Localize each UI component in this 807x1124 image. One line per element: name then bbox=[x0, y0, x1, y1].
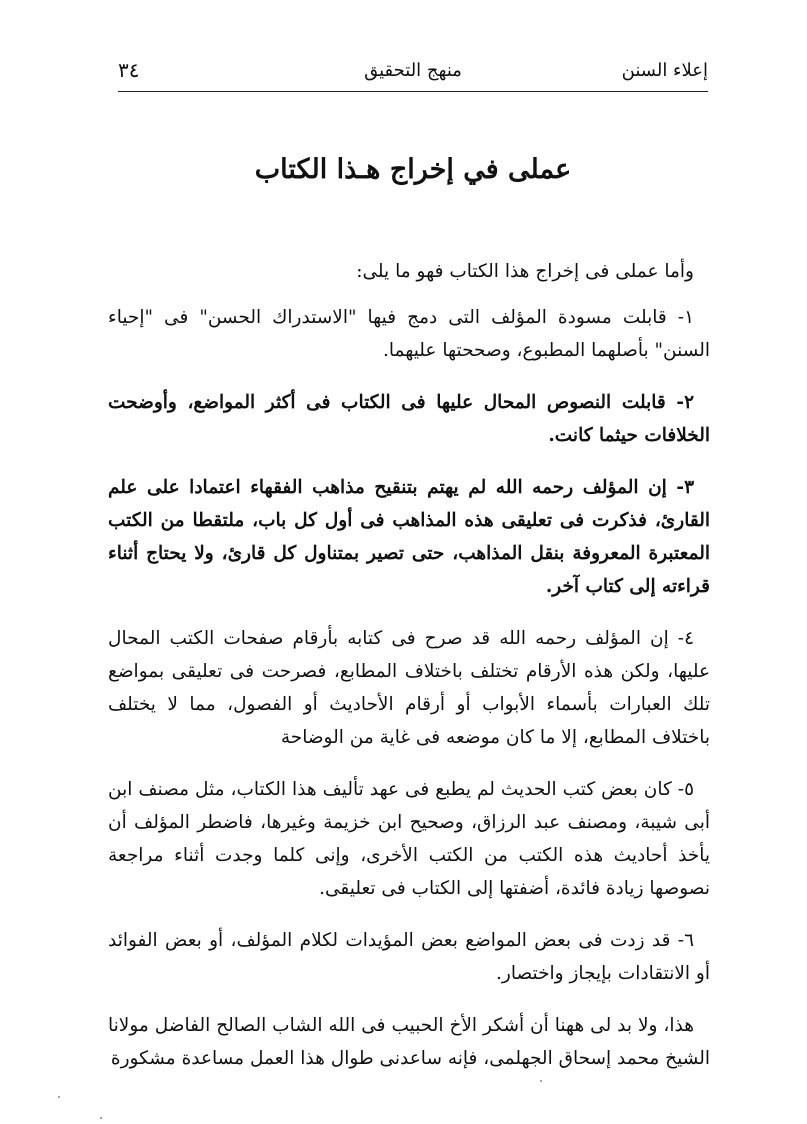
chapter-title: عملى في إخراج هـذا الكتاب bbox=[254, 154, 572, 185]
paragraph-5: ٥- كان بعض كتب الحديث لم يطبع فى عهد تأليف هذا الكتاب، مثل مصنف ابن أبى شيبة، ومصنف عبد الرزاق، وصحيح ابن خزيمة وغيرها، فاضطر المؤلف أن يأخذ أحاديث هذه الكتب من الكتب الأخرى، وإنى كلما وجدت أثناء مراجعة نصوصها زيادة فائدة، أضفتها إلى الكتاب فى تعليقى. bbox=[108, 779, 710, 899]
intro-paragraph: وأما عملى فى إخراج هذا الكتاب فهو ما يلى: bbox=[356, 261, 694, 282]
body-text bbox=[108, 255, 710, 1094]
section-title: منهج التحقيق bbox=[364, 60, 462, 81]
paragraph-1: ١- قابلت مسودة المؤلف التى دمج فيها "الاستدراك الحسن" فى "إحياء السنن" بأصلهما المطبوع، وصححتها عليهما. bbox=[108, 307, 710, 361]
page-number: ٣٤ bbox=[118, 58, 140, 82]
paragraph-4: ٤- إن المؤلف رحمه الله قد صرح فى كتابه بأرقام صفحات الكتب المحال عليها، ولكن هذه الأرقام تختلف باختلاف المطابع، فصرحت فى تعليقى بمواضع تلك العبارات بأسماء الأبواب أو أرقام الأحاديث أو الفصول، مما لا يختلف باختلاف المطابع، إلا ما كان موضعه فى غاية من الوضاحة bbox=[108, 628, 710, 748]
paragraph-7: هذا، ولا بد لى ههنا أن أشكر الأخ الحبيب فى الله الشاب الصالح الفاضل مولانا الشيخ محمد إسحاق الجهلمى، فإنه ساعدنى طوال هذا العمل مساعدة مشكورة bbox=[108, 1015, 710, 1069]
scan-speck bbox=[100, 1117, 102, 1119]
running-header bbox=[118, 56, 708, 86]
paragraph-3: ٣- إن المؤلف رحمه الله لم يهتم بتنقيح مذاهب الفقهاء اعتمادا على علم القارئ، فذكرت فى تعليقى هذه المذاهب فى أول كل باب، ملتقطا من الكتب المعتبرة المعروفة بنقل المذاهب، حتى تصير بمتناول كل قارئ، ولا يحتاج أثناء قراءته إلى كتاب آخر. bbox=[108, 477, 710, 597]
header-divider bbox=[118, 91, 708, 92]
paragraph-2: ٢- قابلت النصوص المحال عليها فى الكتاب فى أكثر المواضع، وأوضحت الخلافات حيثما كانت. bbox=[108, 392, 710, 446]
book-title: إعلاء السنن bbox=[621, 60, 708, 81]
scan-speck bbox=[540, 1080, 542, 1082]
paragraph-6: ٦- قد زدت فى بعض المواضع بعض المؤيدات لكلام المؤلف، أو بعض الفوائد أو الانتقادات بإيجاز واختصار. bbox=[108, 930, 710, 984]
scan-speck bbox=[58, 1096, 60, 1098]
